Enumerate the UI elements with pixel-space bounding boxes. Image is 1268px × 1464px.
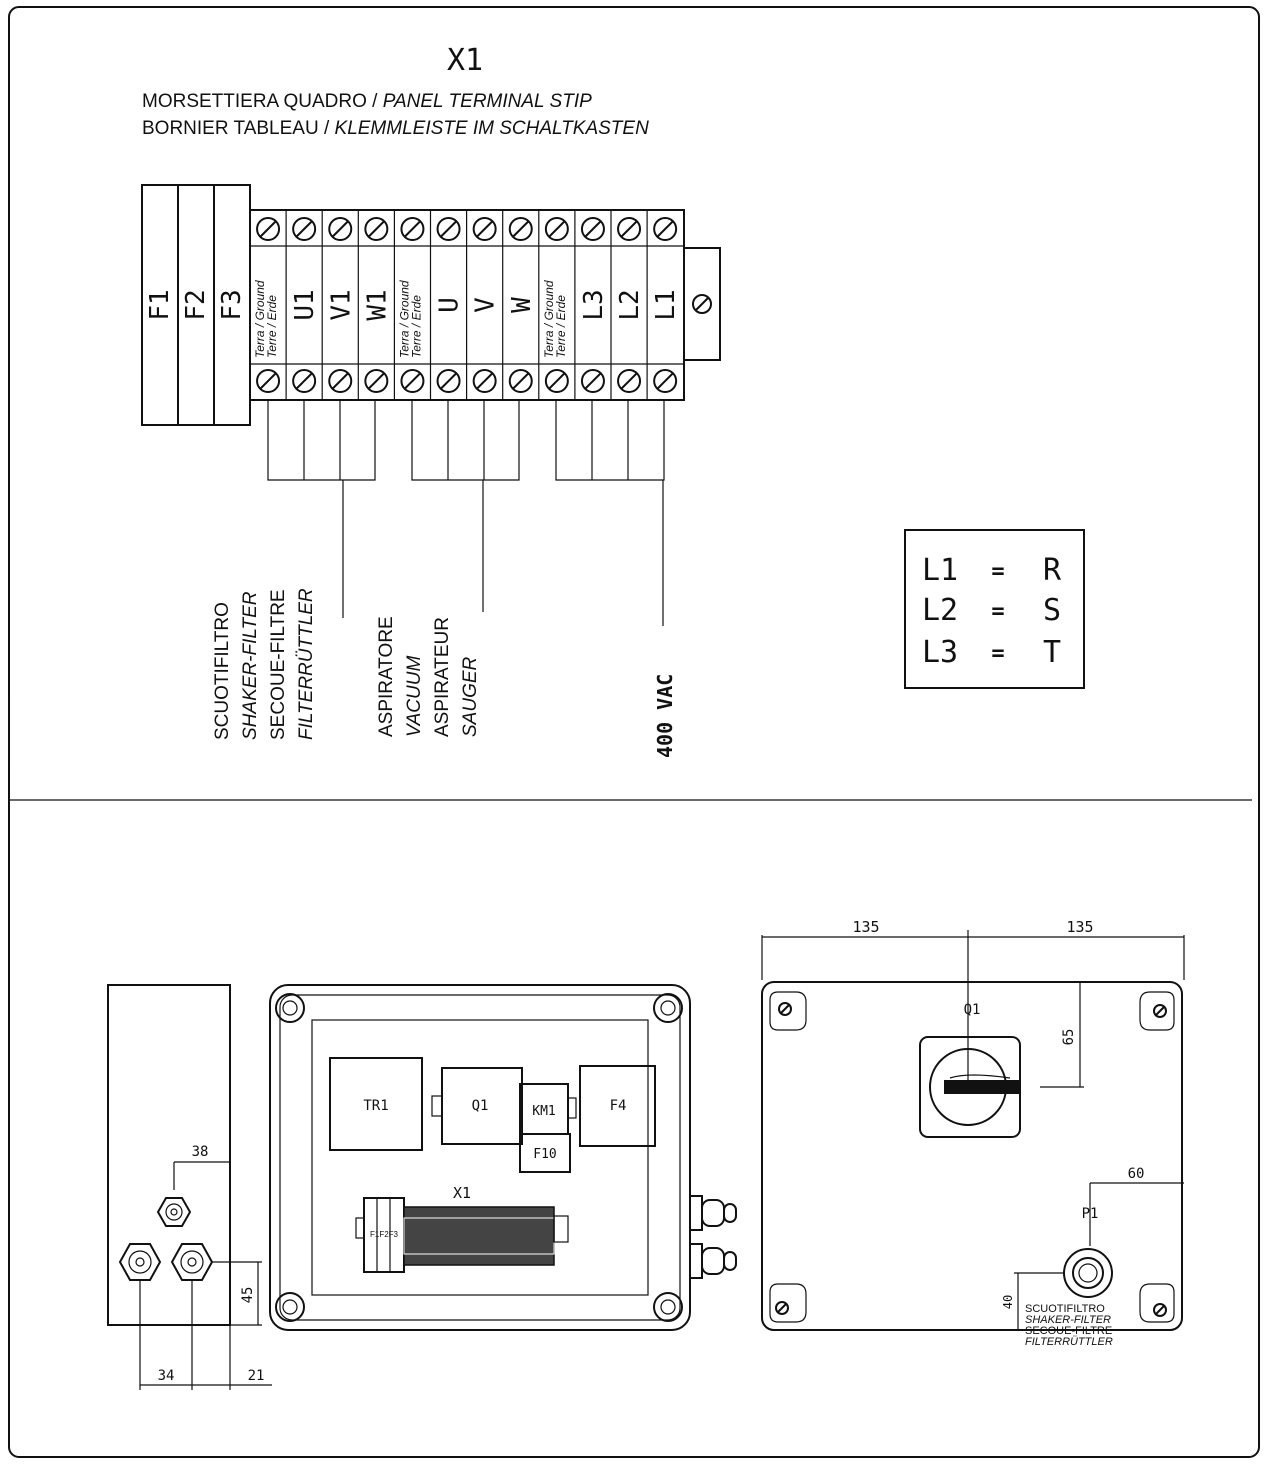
terminal-earth-label: Terre / Erde [553,295,568,358]
fuse-block [142,185,250,425]
caption-line: SCUOTIFILTRO [212,602,233,740]
fuse-label: F3 [217,289,247,321]
pushbutton-caption-line: FILTERRÜTTLER [1025,1336,1113,1348]
terminal-screw-icon [365,218,387,240]
terminal-screw-icon [582,370,604,392]
phase-table [905,530,1084,688]
terminal-label: L1 [651,289,682,321]
fuse-label: F2 [181,289,211,321]
component-label: F4 [609,1098,627,1114]
dim-label: 40 [1001,1294,1015,1310]
terminal-cell [358,210,392,400]
corner-screw-icon [654,1293,682,1321]
terminal-cell [467,210,501,400]
phase-letter: R [1042,553,1062,588]
pushbutton-caption-line: SECOUE-FILTRE [1025,1325,1113,1337]
terminal-earth-label: Terra / Ground [397,280,412,358]
caption-line: FILTERRÜTTLER [296,588,317,740]
terminal-label: L3 [578,289,609,321]
terminal-cell [286,210,320,400]
terminal-screw-icon [582,218,604,240]
terminal-cell [575,210,609,400]
cable-gland-nut-icon [172,1244,212,1280]
shaker-filter-caption [212,588,317,740]
end-plate-screw-icon [693,295,711,313]
fuse-label: F1 [145,289,175,321]
terminal-rail [356,1198,568,1272]
terminal-screw-icon [329,370,351,392]
corner-screw-icon [654,994,682,1022]
pushbutton-caption-line: SHAKER-FILTER [1025,1314,1111,1326]
terminal-earth-label: Terra / Ground [541,280,556,358]
terminal-screw-icon [257,370,279,392]
dim-label: 45 [240,1286,256,1304]
terminal-label: V1 [326,289,357,321]
terminal-label: U1 [290,289,321,321]
pushbutton-caption-line: SCUOTIFILTRO [1025,1303,1105,1315]
terminal-screw-icon [438,370,460,392]
terminal-screw-icon [654,218,676,240]
corner-screw-icon [770,1284,806,1322]
phase-letter: T [1042,635,1062,670]
terminal-cell [431,210,465,400]
component-label: TR1 [363,1098,389,1114]
header-line-1: MORSETTIERA QUADRO / PANEL TERMINAL STIP [142,91,592,112]
caption-line: ASPIRATEUR [432,616,453,737]
dim-label: 60 [1127,1166,1145,1182]
dim-label: 38 [191,1144,209,1160]
terminal-label: W1 [362,289,393,321]
terminal-cell [647,210,681,400]
dim-label: 135 [1066,918,1094,936]
terminal-cell [322,210,356,400]
dim-label: 21 [247,1368,265,1384]
terminal-screw-icon [474,218,496,240]
terminal-screw-icon [293,218,315,240]
shaker-pushbutton-icon[interactable] [1064,1249,1112,1297]
phase-equals: = [991,559,1005,584]
phase-line: L3 [922,635,959,670]
phase-letter: S [1042,593,1062,628]
terminal-screw-icon [618,218,640,240]
terminal-screw-icon [618,370,640,392]
caption-line: SAUGER [460,656,481,737]
terminal-cell [394,210,423,400]
terminal-earth-label: Terre / Erde [409,295,424,358]
phase-line: L1 [922,553,959,588]
front-view [762,918,1184,1348]
enclosure-outer [270,985,690,1330]
terminal-label: U [434,297,465,313]
switch-label: Q1 [963,1002,981,1018]
caption-line: SHAKER-FILTER [240,591,261,740]
terminal-screw-icon [401,370,423,392]
terminal-wires [268,400,664,626]
component-label: F1F2F3 [369,1230,399,1239]
phase-line: L2 [922,593,959,628]
terminal-strip [250,210,720,400]
terminal-screw-icon [654,370,676,392]
corner-screw-icon [1140,992,1174,1030]
dim-label: 34 [157,1368,175,1384]
terminal-screw-icon [257,218,279,240]
component-label: F10 [533,1147,557,1162]
cable-gland-nut-icon [120,1244,160,1280]
terminal-cell [611,210,645,400]
terminal-screw-icon [510,218,532,240]
side-view [108,985,272,1390]
front-panel [762,982,1182,1330]
terminal-screw-icon [546,370,568,392]
terminal-screw-icon [293,370,315,392]
terminal-screw-icon [329,218,351,240]
terminal-screw-icon [546,218,568,240]
component-label: X1 [452,1184,472,1202]
dim-label: 65 [1061,1028,1077,1046]
terminal-cell [539,210,568,400]
terminal-label: W [506,297,537,313]
terminal-screw-icon [438,218,460,240]
supply-voltage-label: 400 VAC [653,673,677,758]
terminal-earth-label: Terra / Ground [253,280,267,358]
component-label: KM1 [532,1104,556,1119]
caption-line: SECOUE-FILTRE [268,589,289,740]
vacuum-caption [376,616,481,737]
dim-label: 135 [852,918,880,936]
terminal-label: V [470,297,501,313]
terminal-cell [253,218,279,392]
terminal-strip-title: X1 [446,43,484,78]
caption-line: VACUUM [404,655,425,737]
terminal-screw-icon [401,218,423,240]
terminal-screw-icon [510,370,532,392]
main-switch-knob-icon[interactable] [920,1037,1020,1137]
terminal-cell [503,210,537,400]
terminal-earth-label: Terre / Erde [265,295,279,358]
cable-gland-icon [690,1244,736,1278]
cable-gland-icon [690,1196,736,1230]
pushbutton-label: P1 [1081,1206,1099,1222]
phase-equals: = [991,599,1005,624]
terminal-screw-icon [365,370,387,392]
caption-line: ASPIRATORE [376,616,397,737]
cable-gland-nut-icon [158,1198,190,1226]
terminal-screw-icon [474,370,496,392]
header-line-2: BORNIER TABLEAU / KLEMMLEISTE IM SCHALTKASTEN [142,118,649,139]
component-label: Q1 [471,1098,489,1114]
corner-screw-icon [1140,1284,1174,1322]
terminal-label: L2 [615,289,646,321]
phase-equals: = [991,641,1005,666]
corner-screw-icon [770,992,806,1030]
inside-view [270,985,736,1330]
